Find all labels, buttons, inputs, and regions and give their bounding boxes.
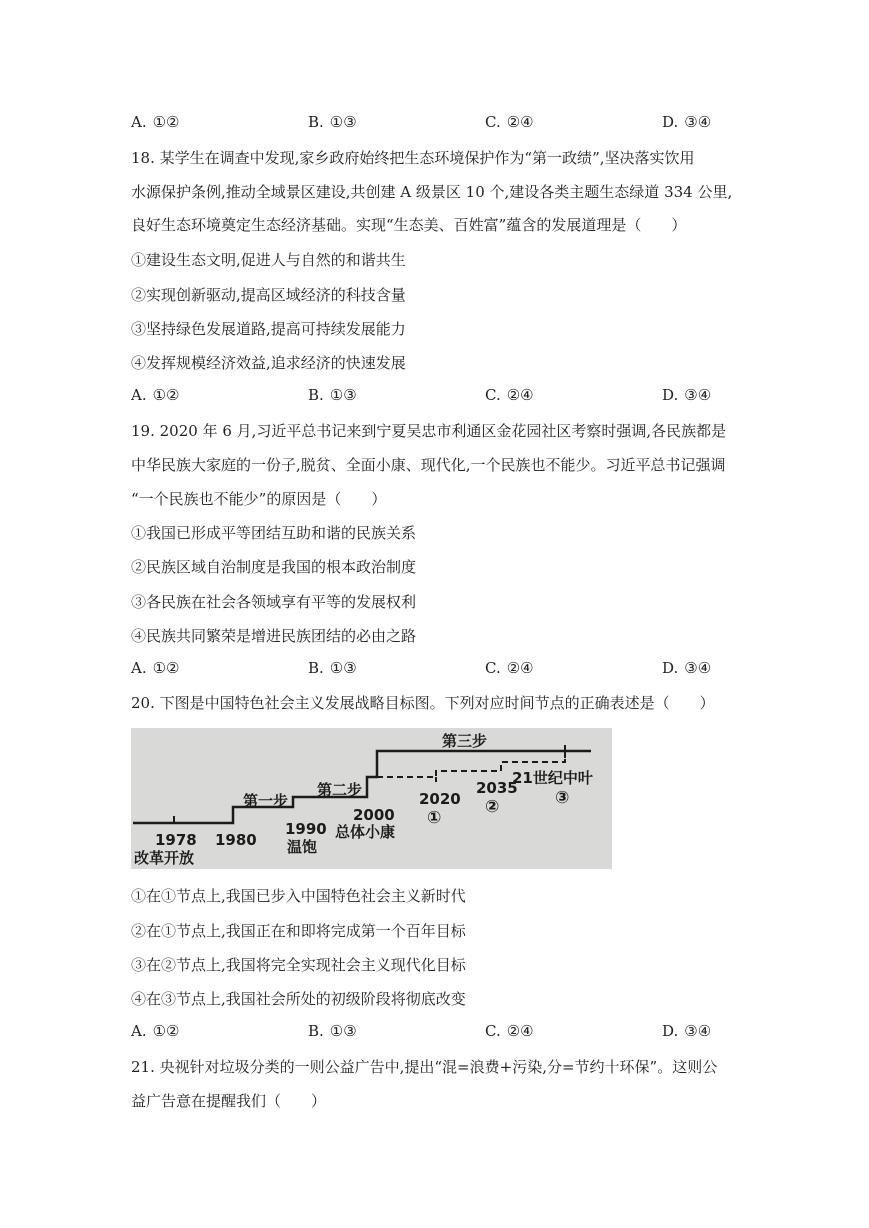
q20-stem-line-1: 20. 下图是中国特色社会主义发展战略目标图。下列对应时间节点的正确表述是（ ）	[131, 694, 715, 712]
year-1980: 1980	[215, 831, 257, 849]
node-1: ①	[427, 808, 442, 828]
q17-option-b[interactable]: B. ①③	[308, 113, 357, 131]
step1-label: 第一步	[243, 792, 289, 810]
q19-stem-line-3: “一个民族也不能少”的原因是（ ）	[131, 490, 387, 508]
q18-options	[131, 386, 731, 406]
q20-statement-3: ③在②节点上,我国将完全实现社会主义现代化目标	[131, 956, 466, 974]
year-2020: 2020	[419, 790, 461, 808]
label-wenbao: 温饱	[287, 838, 318, 856]
q17-option-a[interactable]: A. ①②	[131, 113, 180, 131]
q20-option-c[interactable]: C. ②④	[485, 1022, 534, 1040]
q19-option-c[interactable]: C. ②④	[485, 659, 534, 677]
q18-option-c[interactable]: C. ②④	[485, 386, 534, 404]
year-1990: 1990	[285, 820, 327, 838]
strategy-goal-diagram	[131, 728, 612, 869]
node-2: ②	[485, 797, 500, 817]
q21-stem-line-1: 21. 央视针对垃圾分类的一则公益广告中,提出“混=浪费+污染,分=节约十环保”。这则公	[131, 1058, 718, 1076]
q19-option-a[interactable]: A. ①②	[131, 659, 180, 677]
q18-option-a[interactable]: A. ①②	[131, 386, 180, 404]
q18-statement-2: ②实现创新驱动,提高区域经济的科技含量	[131, 286, 406, 304]
year-1978: 1978	[155, 831, 197, 849]
label-reform: 改革开放	[134, 849, 195, 867]
q20-option-b[interactable]: B. ①③	[308, 1022, 357, 1040]
q19-stem-line-2: 中华民族大家庭的一份子,脱贫、全面小康、现代化,一个民族也不能少。习近平总书记强调	[131, 456, 726, 474]
q19-options	[131, 659, 731, 679]
q18-option-b[interactable]: B. ①③	[308, 386, 357, 404]
label-xiaokang: 总体小康	[335, 823, 396, 841]
q18-stem-line-2: 水源保护条例,推动全域景区建设,共创建 A 级景区 10 个,建设各类主题生态绿道 334 公里,	[131, 183, 733, 201]
q20-statement-2: ②在①节点上,我国正在和即将完成第一个百年目标	[131, 922, 466, 940]
q19-stem-line-1: 19. 2020 年 6 月,习近平总书记来到宁夏吴忠市利通区金花园社区考察时强调,各民族都是	[131, 422, 727, 440]
q18-statement-3: ③坚持绿色发展道路,提高可持续发展能力	[131, 320, 406, 338]
q18-stem-line-1: 18. 某学生在调查中发现,家乡政府始终把生态环境保护作为“第一政绩”,坚决落实饮用	[131, 149, 695, 167]
q21-stem-line-2: 益广告意在提醒我们（ ）	[131, 1092, 327, 1110]
q17-options	[131, 113, 731, 133]
step3-label: 第三步	[442, 732, 488, 750]
year-2035: 2035	[476, 779, 518, 797]
strategy-goal-svg	[131, 728, 612, 869]
year-2000: 2000	[353, 806, 395, 824]
q18-statement-4: ④发挥规模经济效益,追求经济的快速发展	[131, 354, 406, 372]
q17-option-d[interactable]: D. ③④	[662, 113, 712, 131]
q19-statement-1: ①我国已形成平等团结互助和谐的民族关系	[131, 524, 417, 542]
q18-statement-1: ①建设生态文明,促进人与自然的和谐共生	[131, 251, 406, 269]
q20-option-a[interactable]: A. ①②	[131, 1022, 180, 1040]
q18-option-d[interactable]: D. ③④	[662, 386, 712, 404]
q20-statement-4: ④在③节点上,我国社会所处的初级阶段将彻底改变	[131, 990, 466, 1008]
step2-label: 第二步	[317, 781, 363, 799]
q19-option-d[interactable]: D. ③④	[662, 659, 712, 677]
node-3: ③	[555, 788, 570, 808]
q19-option-b[interactable]: B. ①③	[308, 659, 357, 677]
q19-statement-4: ④民族共同繁荣是增进民族团结的必由之路	[131, 627, 417, 645]
q19-statement-2: ②民族区域自治制度是我国的根本政治制度	[131, 558, 417, 576]
q20-option-d[interactable]: D. ③④	[662, 1022, 712, 1040]
label-mid21: 21世纪中叶	[512, 769, 593, 787]
q17-option-c[interactable]: C. ②④	[485, 113, 534, 131]
q19-statement-3: ③各民族在社会各领域享有平等的发展权利	[131, 593, 417, 611]
q18-stem-line-3: 良好生态环境奠定生态经济基础。实现“生态美、百姓富”蕴含的发展道理是（ ）	[131, 216, 687, 234]
q20-statement-1: ①在①节点上,我国已步入中国特色社会主义新时代	[131, 887, 466, 905]
q20-options	[131, 1022, 731, 1042]
